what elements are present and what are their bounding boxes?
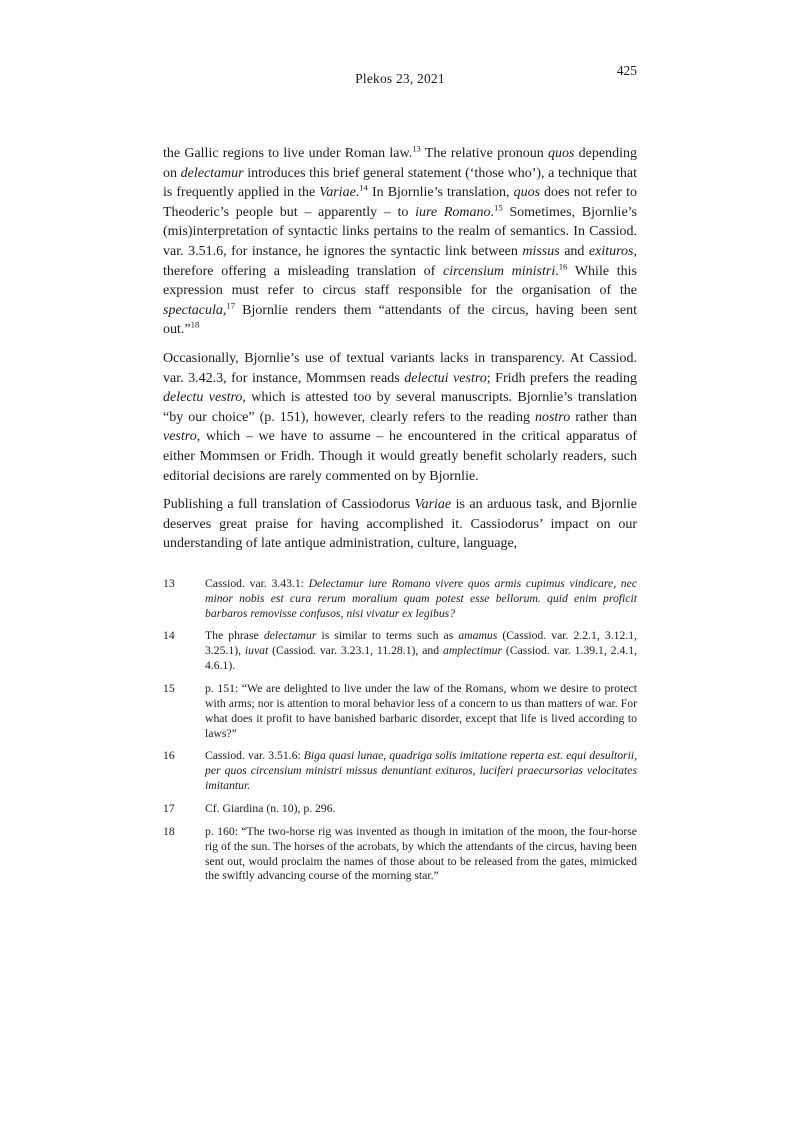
text-run: Bjornlie renders them “attendants of the circus, having been sent out.” (163, 302, 637, 338)
text-run: Sometimes, Bjornlie’s (mis)interpretation of syntactic links pertains to the realm of semantics. In Cassiod. var. 3.51.6, for instance, he ignores the syntactic link between (163, 204, 637, 259)
footnote-16 (163, 749, 637, 794)
italic-term: quos (513, 185, 541, 201)
text-run: is similar to terms such as (316, 629, 459, 643)
italic-term: delectu vestro (163, 390, 243, 406)
italic-term: quos (547, 146, 575, 161)
page-content (163, 144, 637, 884)
footnote-number: 15 (163, 682, 175, 696)
text-run: , (222, 302, 227, 318)
footnote-17 (163, 802, 637, 817)
text-run: . (355, 185, 360, 201)
footnote-text (205, 629, 637, 674)
italic-term: circensium ministri (443, 263, 556, 279)
paragraph-1 (163, 144, 637, 340)
footnotes-section (163, 577, 637, 884)
text-run: , which – we have to assume – he encountered in the critical apparatus of either Mommsen or Fridh. Though it would greatly benefit scholarly readers, such editorial decisions are rarely commented on by Bjornlie. (163, 429, 637, 484)
footnote-ref-marker: 18 (190, 319, 200, 330)
page-header (163, 63, 637, 87)
footnote-13 (163, 577, 637, 622)
footnote-number: 17 (163, 802, 175, 816)
text-run: . (490, 204, 494, 220)
text-run: Cf. Giardina (n. 10), p. 296. (205, 802, 336, 816)
italic-term: missus (522, 243, 560, 259)
text-run: , therefore offering a misleading translation of (163, 243, 637, 279)
italic-term: amplectimur (442, 644, 503, 658)
text-run: the Gallic regions to live under Roman law. (163, 146, 413, 161)
italic-term: Delectamur iure Romano vivere quos armis cupimus vindicare, nec minor nobis est cura rerum moralium quam potest esse bellorum. quid enim proficit barbaros removisse confusos, nisi vivatur ex legibus? (205, 576, 638, 620)
footnote-text (205, 825, 637, 884)
text-run: In Bjornlie’s translation, (367, 185, 514, 201)
italic-term: Variae (414, 497, 452, 513)
footnote-18 (163, 825, 637, 884)
italic-term: delectui vestro (404, 370, 487, 386)
page-number: 425 (616, 63, 637, 78)
footnote-ref-marker: 13 (412, 143, 421, 154)
body-text (163, 144, 637, 554)
footnote-number: 16 (163, 749, 175, 763)
text-run: , which is attested too by several manuscripts. Bjornlie’s translation “by our choice” (p. 151), however, clearly refers to the reading (163, 390, 637, 425)
footnote-14 (163, 629, 637, 674)
footnote-number: 13 (163, 576, 175, 590)
text-run: (Cassiod. var. 2.2.1, 3.12.1, 3.25.1), (205, 629, 637, 658)
text-run: The phrase (205, 629, 264, 643)
running-head: Plekos 23, 2021 (355, 71, 445, 86)
footnote-text (205, 802, 637, 817)
text-run: ; Fridh prefers the reading (486, 370, 637, 386)
text-run: Cassiod. var. 3.43.1: (205, 576, 309, 590)
text-run: Cassiod. var. 3.51.6: (205, 749, 304, 763)
footnote-ref-marker: 17 (226, 300, 236, 311)
italic-term: exituros (588, 243, 634, 259)
footnote-ref-marker: 16 (558, 260, 568, 271)
italic-term: delectamur (180, 165, 244, 181)
text-run: does not refer to Theoderic’s people but – apparently – to (163, 185, 638, 220)
italic-term: nostro (534, 409, 571, 425)
text-run: Occasionally, Bjornlie’s use of textual variants lacks in transparency. At Cassiod. var. 3.42.3, for instance, Mommsen reads (163, 350, 637, 386)
footnote-text (205, 682, 637, 741)
italic-term: spectacula (163, 302, 223, 318)
italic-term: iuvat (244, 644, 269, 658)
text-run: Publishing a full translation of Cassiodorus (163, 497, 415, 513)
italic-term: Biga quasi lunae, quadriga solis imitatione reperta est. equi desultorii, per quos circensium ministri missus denuntiant exituros, luciferi praecursorias velocitates imitantur. (205, 749, 637, 793)
paragraph-3 (163, 495, 637, 554)
italic-term: iure Romano (415, 204, 491, 220)
text-run: p. 151: “We are delighted to live under the law of the Romans, whom we desire to protect with arms; nor is attention to moral behavior less of a concern to us than matters of war. For what does it profit to have banished barbaric disorder, except that life is lived according to laws?” (205, 682, 637, 740)
footnote-15 (163, 682, 637, 741)
footnote-number: 14 (163, 629, 175, 643)
text-run: is an arduous task, and Bjornlie deserves great praise for having accomplished it. Cassiodorus’ impact on our understanding of late antique administration, culture, language, (163, 497, 638, 552)
text-run: rather than (570, 409, 637, 425)
footnote-number: 18 (163, 824, 175, 838)
italic-term: Variae (319, 185, 356, 201)
text-run: (Cassiod. var. 1.39.1, 2.4.1, 4.6.1). (205, 644, 637, 673)
footnote-text (205, 577, 637, 622)
text-run: (Cassiod. var. 3.23.1, 11.28.1), and (268, 644, 443, 658)
italic-term: delectamur (263, 629, 317, 643)
paragraph-2 (163, 349, 637, 486)
text-run: depending on (163, 146, 637, 181)
text-run: and (559, 243, 589, 259)
text-run: The relative pronoun (420, 146, 548, 161)
italic-term: vestro (163, 429, 197, 445)
italic-term: amamus (458, 629, 498, 643)
text-run: p. 160: “The two-horse rig was invented as though in imitation of the moon, the four-horse rig of the sun. The horses of the acrobats, by which the attendants of the circus, having been sent out, would proclaim the names of those about to be released from the gates, mimicked the swiftly advancing course of the morning star.” (205, 824, 637, 883)
text-run: . (555, 263, 559, 279)
footnote-ref-marker: 14 (359, 182, 368, 193)
footnote-ref-marker: 15 (494, 202, 503, 213)
footnote-text (205, 749, 637, 794)
text-run: While this expression must refer to circus staff responsible for the organisation of the (163, 263, 637, 299)
text-run: introduces this brief general statement (‘those who’), a technique that is frequently applied in the (163, 165, 637, 201)
